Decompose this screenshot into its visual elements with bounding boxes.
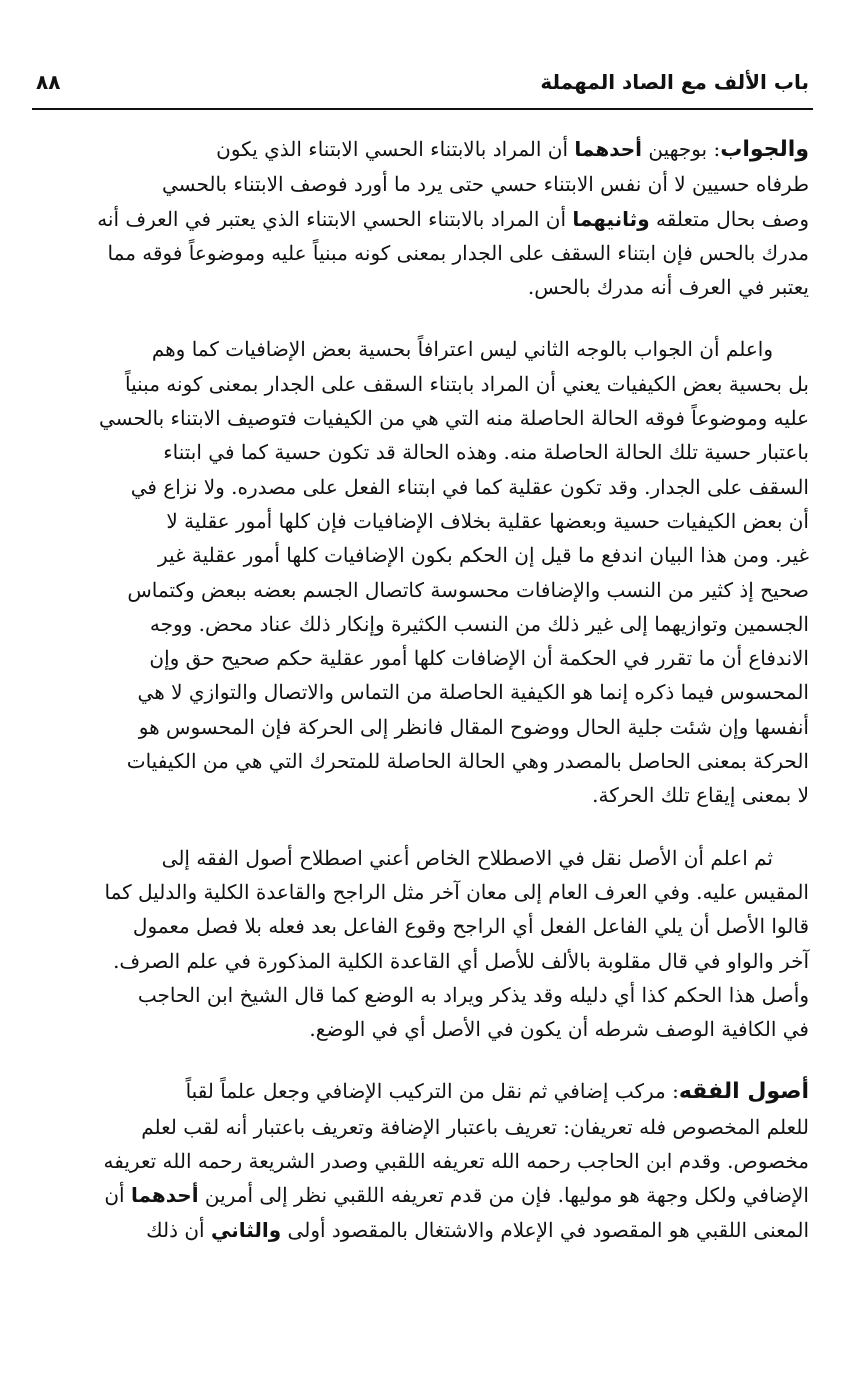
line-text: أن bbox=[104, 1183, 131, 1208]
text-line bbox=[36, 270, 809, 304]
line-text: المعنى اللقبي هو المقصود في الإعلام والاشتغال بالمقصود أولى bbox=[281, 1217, 809, 1242]
line-text: مخصوص. وقدم ابن الحاجب رحمه الله تعريفه اللقبي وصدر الشريعة رحمه الله تعريفه bbox=[103, 1149, 809, 1174]
header-divider bbox=[32, 108, 813, 110]
text-line bbox=[36, 778, 809, 812]
entry-heading: أصول الفقه bbox=[678, 1079, 809, 1105]
line-text: يعتبر في العرف أنه مدرك بالحس. bbox=[527, 275, 809, 300]
text-line bbox=[36, 401, 809, 435]
text-line bbox=[36, 1110, 809, 1144]
text-line bbox=[36, 332, 809, 366]
line-text: المحسوس فيما ذكره إنما هو الكيفية الحاصلة من التماس والاتصال والتوازي لا هي bbox=[137, 680, 809, 705]
line-text: الجسمين وتوازيهما إلى غير ذلك من النسب الكثيرة وإنكار ذلك عناد محض. ووجه bbox=[149, 611, 809, 636]
text-line bbox=[36, 236, 809, 270]
line-text: طرفاه حسيين لا أن نفس الابتناء حسي حتى يرد ما أورد فوصف الابتناء بالحسي bbox=[161, 172, 809, 197]
paragraph bbox=[36, 1074, 809, 1246]
text-line bbox=[36, 978, 809, 1012]
line-text: في الكافية الوصف شرطه أن يكون في الأصل أي في الوضع. bbox=[309, 1017, 809, 1042]
text-line bbox=[36, 132, 809, 167]
line-text: آخر والواو في قال مقلوبة بالألف للأصل أي القاعدة الكلية المذكورة في علم الصرف. bbox=[113, 948, 809, 973]
line-text: غير. ومن هذا البيان اندفع ما قيل إن الحكم بكون الإضافيات كلها أمور عقلية غير bbox=[158, 543, 809, 568]
chapter-title: باب الألف مع الصاد المهملة bbox=[540, 70, 809, 94]
line-text: الحركة بمعنى الحاصل بالمصدر وهي الحالة الحاصلة للمتحرك التي هي من الكيفيات bbox=[126, 749, 809, 774]
entry-heading: والجواب bbox=[720, 137, 809, 162]
line-text: واعلم أن الجواب بالوجه الثاني ليس اعترافاً بحسية بعض الإضافيات كما وهم bbox=[151, 337, 773, 362]
text-line bbox=[36, 909, 809, 943]
bold-term: أحدهما bbox=[574, 137, 643, 161]
page-number: ٨٨ bbox=[36, 70, 61, 94]
text-line bbox=[36, 573, 809, 607]
text-line bbox=[36, 710, 809, 744]
line-text: الإضافي ولكل وجهة هو موليها. فإن من قدم تعريفه اللقبي نظر إلى أمرين bbox=[198, 1183, 809, 1208]
text-line bbox=[36, 504, 809, 538]
line-text: أن ذلك bbox=[146, 1217, 211, 1242]
text-line bbox=[36, 167, 809, 201]
running-header bbox=[36, 62, 809, 102]
line-text: الاندفاع أن ما تقرر في الحكمة أن الإضافات كلها أمور عقلية حكم صحيح حق وإن bbox=[149, 646, 809, 671]
line-text: وصف بحال متعلقه bbox=[649, 206, 809, 231]
text-line bbox=[36, 675, 809, 709]
text-line bbox=[36, 1074, 809, 1109]
text-line bbox=[36, 841, 809, 875]
line-text: : بوجهين bbox=[642, 137, 721, 161]
text-line bbox=[36, 367, 809, 401]
paragraph bbox=[36, 132, 809, 304]
bold-term: وثانيهما bbox=[572, 206, 650, 231]
text-line bbox=[36, 1012, 809, 1046]
text-line bbox=[36, 641, 809, 675]
line-text: المقيس عليه. وفي العرف العام إلى معان آخر مثل الراجح والقاعدة الكلية والدليل كما bbox=[104, 879, 809, 904]
line-text: أن المراد بالابتناء الحسي الابتناء الذي يكون bbox=[216, 137, 575, 161]
bold-term: والثاني bbox=[210, 1217, 282, 1242]
text-line bbox=[36, 607, 809, 641]
text-line bbox=[36, 1213, 809, 1247]
line-text: بل بحسية بعض الكيفيات يعني أن المراد بابتناء السقف على الجدار بمعنى كونه مبنياً bbox=[125, 371, 809, 396]
line-text: صحيح إذ كثير من النسب والإضافات محسوسة كاتصال الجسم بعضه ببعض وكتماس bbox=[127, 577, 809, 602]
page-body bbox=[36, 132, 809, 1275]
line-text: قالوا الأصل أن يلي الفاعل الفعل أي الراجح وقوع الفاعل بعد فعله بلا فصل معمول bbox=[132, 914, 809, 939]
text-line bbox=[36, 202, 809, 236]
line-text: عليه وموضوعاً فوقه الحالة الحاصلة منه التي هي من الكيفيات فتوصيف الابتناء بالحسي bbox=[99, 406, 809, 431]
line-text: لا بمعنى إيقاع تلك الحركة. bbox=[592, 783, 809, 808]
text-line bbox=[36, 1178, 809, 1212]
line-text: للعلم المخصوص فله تعريفان: تعريف باعتبار الإضافة وتعريف باعتبار أنه لقب لعلم bbox=[141, 1114, 809, 1139]
text-line bbox=[36, 470, 809, 504]
text-line bbox=[36, 1144, 809, 1178]
paragraph bbox=[36, 332, 809, 812]
line-text: أن المراد بالابتناء الحسي الابتناء الذي يعتبر في العرف أنه bbox=[97, 206, 573, 231]
line-text: ثم اعلم أن الأصل نقل في الاصطلاح الخاص أعني اصطلاح أصول الفقه إلى bbox=[161, 845, 773, 870]
line-text: السقف على الجدار. وقد تكون عقلية كما في ابتناء الفعل على مصدره. ولا نزاع في bbox=[130, 474, 809, 499]
bold-term: أحدهما bbox=[130, 1183, 199, 1208]
line-text: باعتبار حسية تلك الحالة الحاصلة منه. وهذه الحالة قد تكون حسية كما في ابتناء bbox=[163, 440, 809, 465]
text-line bbox=[36, 875, 809, 909]
line-text: أنفسها وإن شئت جلية الحال ووضوح المقال فانظر إلى الحركة فإن المحسوس هو bbox=[138, 714, 809, 739]
line-text: مدرك بالحس فإن ابتناء السقف على الجدار بمعنى كونه مبنياً عليه وموضوعاً فوقه مما bbox=[107, 240, 809, 265]
line-text: أن بعض الكيفيات حسية وبعضها عقلية بخلاف الإضافيات فإن كلها أمور عقلية لا bbox=[166, 508, 809, 533]
text-line bbox=[36, 538, 809, 572]
text-line bbox=[36, 944, 809, 978]
line-text: وأصل هذا الحكم كذا أي دليله وقد يذكر ويراد به الوضع كما قال الشيخ ابن الحاجب bbox=[137, 982, 809, 1007]
line-text: : مركب إضافي ثم نقل من التركيب الإضافي وجعل علماً لقباً bbox=[185, 1079, 679, 1104]
text-line bbox=[36, 435, 809, 469]
text-line bbox=[36, 744, 809, 778]
paragraph bbox=[36, 841, 809, 1047]
